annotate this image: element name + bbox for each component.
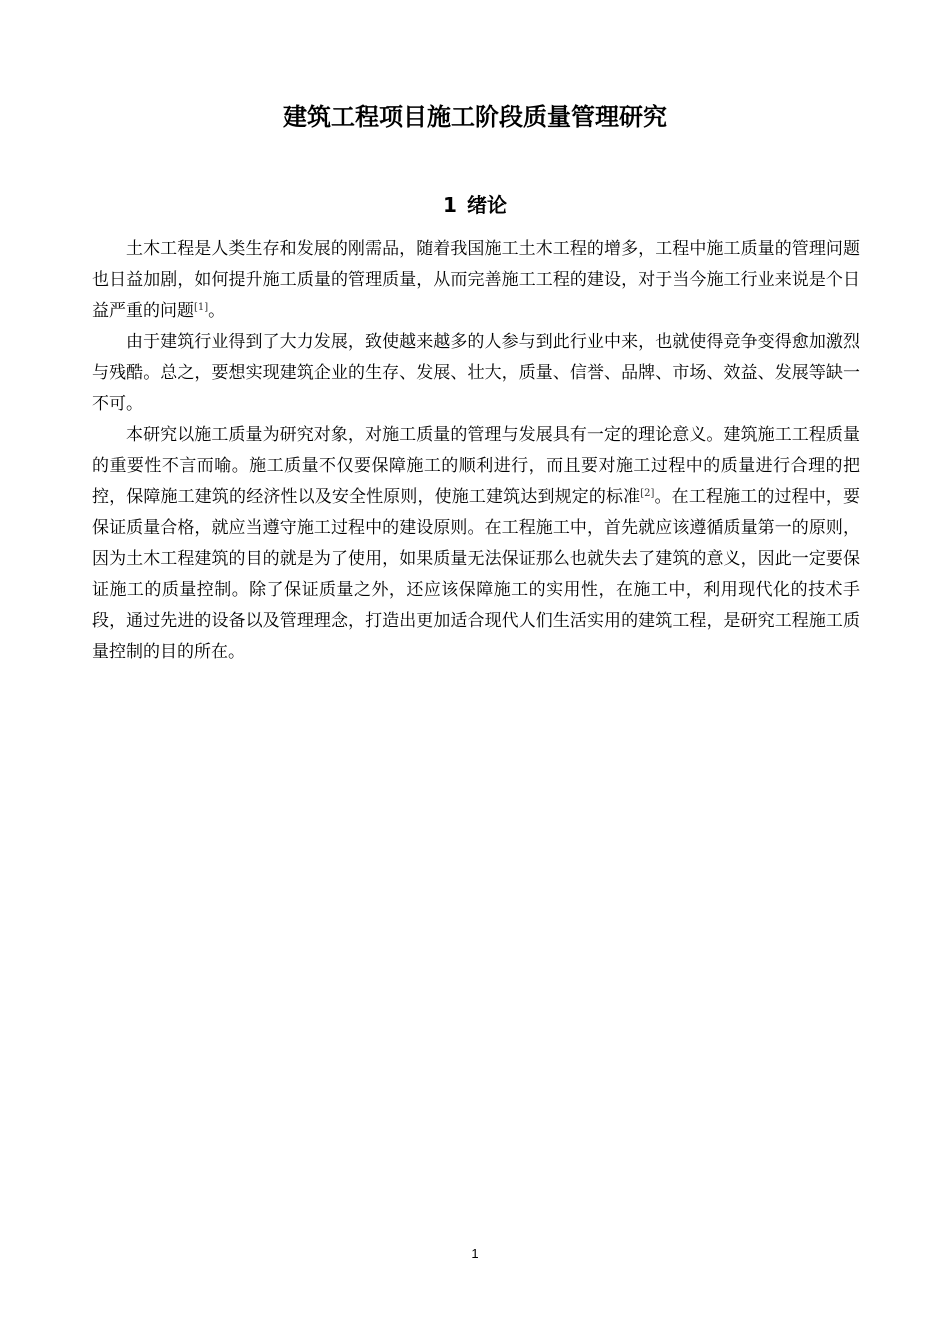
paragraph-text: 本研究以施工质量为研究对象，对施工质量的管理与发展具有一定的理论意义。建筑施工工程质量的重要性不言而喻。施工质量不仅要保障施工的顺利进行，而且要对施工过程中的质量进行合理的把控，保障施工建筑的经济性以及安全性原则，使施工建筑达到规定的标准	[92, 425, 860, 507]
paragraph-tail: 。在工程施工的过程中，要保证质量合格，就应当遵守施工过程中的建设原则。在工程施工中，首先就应该遵循质量第一的原则，因为土木工程建筑的目的就是为了使用，如果质量无法保证那么也就失去了建筑的意义，因此一定要保证施工的质量控制。除了保证质量之外，还应该保障施工的实用性，在施工中，利用现代化的技术手段，通过先进的设备以及管理理念，打造出更加适合现代人们生活实用的建筑工程，是研究工程施工质量控制的目的所在。	[92, 487, 861, 662]
paragraph-text: 土木工程是人类生存和发展的刚需品，随着我国施工土木工程的增多，工程中施工质量的管理问题也日益加剧，如何提升施工质量的管理质量，从而完善施工工程的建设，对于当今施工行业来说是个日益严重的问题	[92, 239, 860, 321]
paragraph-3	[92, 420, 860, 668]
citation-1: [1]	[194, 302, 209, 313]
citation-2: [2]	[640, 488, 655, 499]
paragraph-tail: 。	[208, 301, 226, 321]
paragraph-1	[92, 234, 860, 327]
paragraph-text: 由于建筑行业得到了大力发展，致使越来越多的人参与到此行业中来，也就使得竞争变得愈加激烈与残酷。总之，要想实现建筑企业的生存、发展、壮大，质量、信誉、品牌、市场、效益、发展等缺一不可。	[92, 332, 860, 414]
body-text	[92, 234, 860, 668]
section-title: 绪论	[466, 193, 507, 217]
page-number: 1	[471, 1246, 479, 1261]
section-heading	[0, 190, 950, 220]
document-title: 建筑工程项目施工阶段质量管理研究	[283, 103, 667, 131]
paragraph-2	[92, 327, 860, 420]
section-number: 1	[443, 193, 457, 217]
